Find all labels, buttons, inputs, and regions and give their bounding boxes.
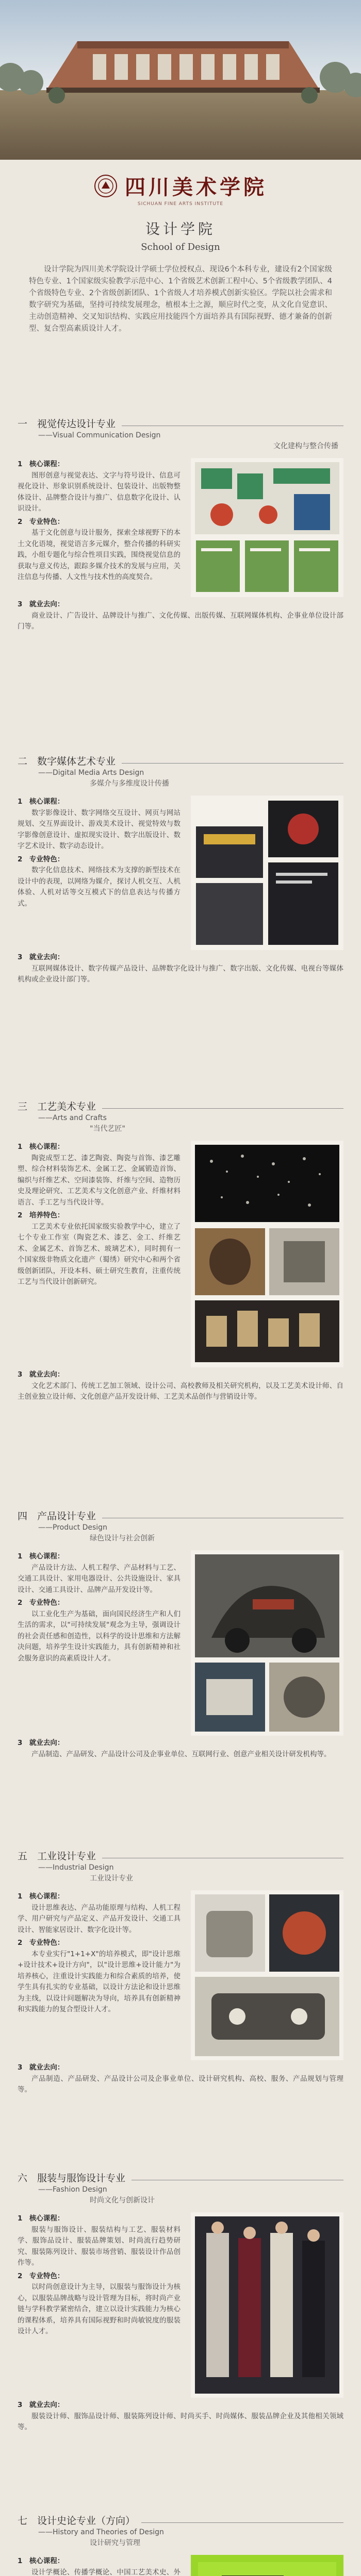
student-work-image xyxy=(191,1890,343,2060)
block-heading: 3 就业去向： xyxy=(18,600,64,608)
block-heading: 3 就业去向： xyxy=(18,2063,64,2072)
block-heading: 2 专业特色： xyxy=(18,1599,64,1607)
student-work-image xyxy=(191,1550,343,1736)
block-text: 工艺美术专业依托国家级实验教学中心，建立了七个专业工作室（陶瓷艺术、漆艺、金工、纤维艺术、金属艺术、首饰艺术、玻璃艺术），同时拥有一个国家级非物质文化遗产（蜀绣）研究中心和两个省级创新团队，开设本科、硕士研究生教育，注重传统工艺与当代设计创新研究。 xyxy=(18,1222,180,1286)
block-text: 以时尚创意设计为主导，以服装与服饰设计为核心，以服装品牌战略与设计管理为目标，将时尚产业链与学科教学紧密结合，建立以设计实践能力为核心的课程体系，培养具有国际视野和时尚敏锐度的服装设计人才。 xyxy=(18,2283,180,2335)
major-title: 五 工业设计专业 xyxy=(18,1851,96,1862)
block-text: 服装与服饰设计、服装结构与工艺、服装材料学、服饰品设计、服装品牌策划、时尚流行趋势研究、服装陈列设计、服装市场营销、服装设计作品创作等。 xyxy=(18,2225,180,2267)
divider xyxy=(122,763,343,764)
block-text: 陶瓷成型工艺、漆艺陶瓷、陶瓷与首饰、漆艺雕塑、综合材料装饰艺术、金属工艺、金属锻造首饰、编织与纤维艺术、空间漆装饰、纤维与空间、造物历史及理论研究、工艺美术与文化创意产业、纤维材料语言、手工艺与当代设计等。 xyxy=(18,1154,180,1207)
major-section xyxy=(18,2501,343,2576)
student-work-image xyxy=(191,2555,343,2576)
block-text: 以工业化生产为基础，面向国民经济生产和人们生活的需求，以"可持续发展"观念为主导，强调设计的社会责任感和创造性，以科学的设计思维和方法解决问题，培养学生设计实践能力，具有创新精神和社会服务意识的高素质设计人才。 xyxy=(18,1609,180,1663)
major-title: 四 产品设计专业 xyxy=(18,1511,96,1522)
block-heading: 2 专业特色： xyxy=(18,855,64,863)
major-tagline: 工业设计专业 xyxy=(90,1874,133,1883)
university-seal-icon xyxy=(94,174,118,198)
block-text: 文化艺术部门、传统工艺加工领域、设计公司、高校教师及相关研究机构，以及工艺美术设计师、自主创业独立设计师、文化创意产品开发设计师、工艺美术品创作与营销设计等。 xyxy=(18,1381,343,1401)
block-heading: 1 核心课程： xyxy=(18,798,64,806)
major-title-en: ——Arts and Crafts xyxy=(38,1114,107,1122)
major-title-en: ——History and Theories of Design xyxy=(38,2528,164,2536)
block-heading: 3 就业去向： xyxy=(18,1739,64,1747)
divider xyxy=(141,2522,343,2523)
major-tagline: 文化建构与整合传播 xyxy=(273,442,338,450)
block-text: 数字化信息技术、网络技术为支撑的新型技术在设计中的表现，以网络为媒介，探讨人机交互、人机体验、人机对话等交互模式下的信息表达与传播方式。 xyxy=(18,866,180,908)
student-work-image xyxy=(191,795,343,950)
block-heading: 3 就业去向： xyxy=(18,1370,64,1379)
block-text: 设计学概论、传播学概论、中国工艺美术史、外 xyxy=(31,2568,180,2576)
block-heading: 1 核心课程： xyxy=(18,1552,64,1561)
major-section xyxy=(18,1087,343,1403)
block-text: 产品制造、产品研发、产品设计公司及企事业单位、设计研究机构、高校、服务、产品规划与管理等。 xyxy=(18,2074,343,2094)
school-title: 设计学院 xyxy=(145,221,216,238)
major-title: 七 设计史论专业（方向） xyxy=(18,2515,136,2527)
major-title-en: ——Visual Communication Design xyxy=(38,431,161,439)
major-section xyxy=(18,742,343,986)
block-heading: 3 就业去向： xyxy=(18,2401,64,2409)
block-text: 互联网媒体设计、数字传媒产品设计、品牌数字化设计与推广、数字出版、文化传媒、电视台等媒体机构或企业设计部门等。 xyxy=(18,964,343,984)
divider xyxy=(102,1108,343,1109)
campus-building-illustration xyxy=(0,0,361,160)
block-heading: 2 专业特色： xyxy=(18,1939,64,1947)
block-heading: 2 培养特色： xyxy=(18,1211,64,1219)
major-title-en: ——Product Design xyxy=(38,1523,107,1532)
major-title-en: ——Digital Media Arts Design xyxy=(38,769,144,777)
major-title: 三 工艺美术专业 xyxy=(18,1101,96,1112)
major-tagline: 多媒介与多维度设计传播 xyxy=(90,779,169,788)
major-tagline: "当代艺匠" xyxy=(90,1125,125,1133)
block-text: 产品制造、产品研发、产品设计公司及企事业单位、互联网行业、创意产业相关设计研发机构等。 xyxy=(31,1750,331,1758)
block-text: 基于文化创意与设计服务，探索全球视野下的本土文化语境，视觉语言多元媒介，整合传播的科研实践，小组专题化与综合性项目实践，围绕视觉信息的获取与意义传达，跟踪多媒介技术的发展与应用，关注信息与传播、人文性与技术性的高度契合。 xyxy=(18,529,180,581)
university-name: 四川美术学院 xyxy=(125,175,267,199)
major-tagline: 时尚文化与创新设计 xyxy=(90,2196,155,2205)
major-tagline: 设计研究与管理 xyxy=(90,2539,140,2547)
major-title: 二 数字媒体艺术专业 xyxy=(18,756,116,767)
major-section xyxy=(18,1837,343,2096)
block-text: 产品设计方法、人机工程学、产品材料与工艺、交通工具设计、家用电器设计、公共设施设计、家具设计、交通工具设计、品牌产品开发设计等。 xyxy=(18,1563,180,1594)
student-work-image xyxy=(191,458,343,597)
block-text: 服装设计师、服饰品设计师、服装陈列设计师、时尚买手、时尚媒体、服装品牌企业及其他相关领域等。 xyxy=(18,2412,343,2431)
block-heading: 1 核心课程： xyxy=(18,460,64,468)
block-heading: 2 专业特色： xyxy=(18,517,64,526)
block-text: 商业设计、广告设计、品牌设计与推广、文化传媒、出版传媒、互联网媒体机构、企事业单位设计部门等。 xyxy=(18,611,343,631)
university-name-en: SICHUAN FINE ARTS INSTITUTE xyxy=(137,201,224,207)
school-subtitle: School of Design xyxy=(141,242,220,252)
block-heading: 3 就业去向： xyxy=(18,953,64,961)
major-title-en: ——Fashion Design xyxy=(38,2185,107,2194)
major-title: 六 服装与服饰设计专业 xyxy=(18,2173,126,2184)
major-section xyxy=(18,404,343,633)
major-title-en: ——Industrial Design xyxy=(38,1863,114,1872)
block-text: 数字影像设计、数字网络交互设计、网页与网站规划、交互界面设计、游戏美术设计、视觉特效与数字影像创意设计、虚拟现实设计、数字出版设计、数字艺术设计、数字动态设计。 xyxy=(18,808,180,850)
block-heading: 1 核心课程： xyxy=(18,1892,64,1901)
student-work-image xyxy=(191,2212,343,2398)
major-title: 一 视觉传达设计专业 xyxy=(18,418,116,430)
block-heading: 1 核心课程： xyxy=(18,1143,64,1151)
major-tagline: 绿色设计与社会创新 xyxy=(90,1534,155,1543)
block-heading: 1 核心课程： xyxy=(18,2214,64,2223)
block-text: 设计思维表达、产品功能原理与结构、人机工程学、用户研究与产品定义、产品开发设计、交通工具设计、智能家居设计、数字化设计等。 xyxy=(18,1903,180,1934)
school-intro: 设计学院为四川美术学院设计学硕士学位授权点、现设6个本科专业，建设有2个国家级特色专业、1个国家级实验教学示范中心、1个省级艺术创新工程中心、5个省级教学团队、4个省级特色专业、2个省级创新团队、1个省级人才培养模式创新实验区。学院以社会需求和数字研究为基础，坚持可持续发展理念，植根本土之源，顺应时代之变，从文化自觉意识、主动创造精神、交叉知识结构、实践应用技能四个方面培养具有国际视野、德才兼备的创新型、复合型高素质设计人才。 xyxy=(29,265,332,333)
block-text: 图形创意与视觉表达、文字与符号设计、信息可视化设计、形象识别系统设计、包装设计、出版物整体设计、品牌整合设计与推广、信息数字化设计、认识设计。 xyxy=(18,471,180,513)
student-work-image xyxy=(191,1141,343,1367)
major-section xyxy=(18,2159,343,2433)
block-text: 本专业实行"1+1+X"的培养模式，即"设计思维+设计技术+设计方向"，以"设计思维+设计能力"为培养核心，注重设计实践能力和综合素质的培养，使学生具有扎实的专业基础，以设计方法论和设计思维为主线，以设计问题解决为导向，培养具有创新精神和实践能力的复合型设计人才。 xyxy=(18,1950,180,2013)
major-section xyxy=(18,1497,343,1760)
block-heading: 2 专业特色： xyxy=(18,2272,64,2280)
block-heading: 1 核心课程： xyxy=(18,2557,64,2565)
campus-photo xyxy=(0,0,361,160)
